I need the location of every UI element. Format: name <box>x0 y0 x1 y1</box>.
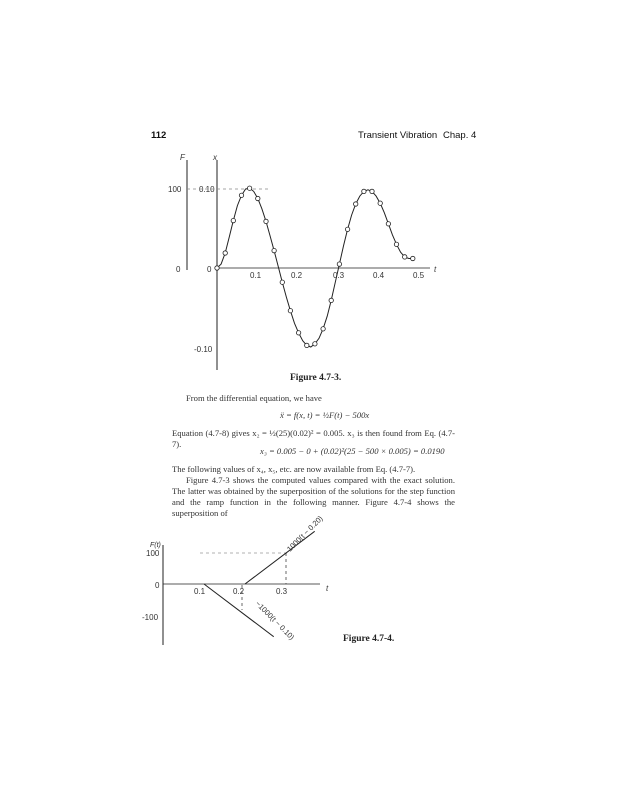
ft-tick-100: 100 <box>146 549 160 558</box>
equation-2: x₃ = 0.005 − 0 + (0.02)²(25 − 500 × 0.005) = 0.0190 <box>260 446 445 456</box>
equation-1: ẍ = f(x, t) = ½F(t) − 500x <box>280 410 370 420</box>
ft-axis-label: F(t) <box>150 542 161 549</box>
t-axis-label-474: t <box>326 584 329 593</box>
paragraph-3: The following values of x₄, x₅, etc. are now available from Eq. (4.7-7). <box>172 464 416 474</box>
f-axis-label: F <box>180 153 185 162</box>
paragraph-1: From the differential equation, we have <box>186 393 322 403</box>
x-tick-0: 0 <box>207 265 212 274</box>
figure-4-7-4-caption: Figure 4.7-4. <box>343 634 395 644</box>
x-axis-label: x <box>213 153 217 162</box>
figure-4-7-3-caption: Figure 4.7-3. <box>290 373 342 383</box>
x-tick-010: 0.10 <box>199 185 215 194</box>
ft-tick-0: 0 <box>155 581 160 590</box>
t474-tick-01: 0.1 <box>194 587 206 596</box>
t474-tick-02: 0.2 <box>233 587 245 596</box>
ramp-up-label: 1000(t − 0.20) <box>285 513 325 554</box>
t-tick-05: 0.5 <box>413 271 425 280</box>
page-number: 112 <box>151 130 167 141</box>
running-title: Transient Vibration <box>358 130 438 141</box>
ft-tick-neg100: -100 <box>142 613 159 622</box>
x-tick-neg010: -0.10 <box>194 345 213 354</box>
ramp-down-label: −1000(t − 0.10) <box>253 599 297 642</box>
paragraph-2: Equation (4.7-8) gives x₂ = ½(25)(0.02)² = 0.005. x₃ is then found from Eq. (4.7-7). <box>172 428 455 449</box>
t474-tick-03: 0.3 <box>276 587 288 596</box>
fig474-plot <box>142 514 329 645</box>
t-tick-03: 0.3 <box>333 271 345 280</box>
paragraph-4: Figure 4.7-3 shows the computed values compared with the exact solution. The latter was obtained by the superposition of the solutions for the step function and the ramp function in the following manner. Figure 4.7-4 shows the superposition of <box>172 475 455 518</box>
t-axis-label: t <box>434 265 437 274</box>
t-tick-04: 0.4 <box>373 271 385 280</box>
f-tick-100: 100 <box>168 185 182 194</box>
t-tick-01: 0.1 <box>250 271 262 280</box>
chapter-label: Chap. 4 <box>443 130 477 141</box>
f-tick-0: 0 <box>176 265 181 274</box>
t-tick-02: 0.2 <box>291 271 303 280</box>
